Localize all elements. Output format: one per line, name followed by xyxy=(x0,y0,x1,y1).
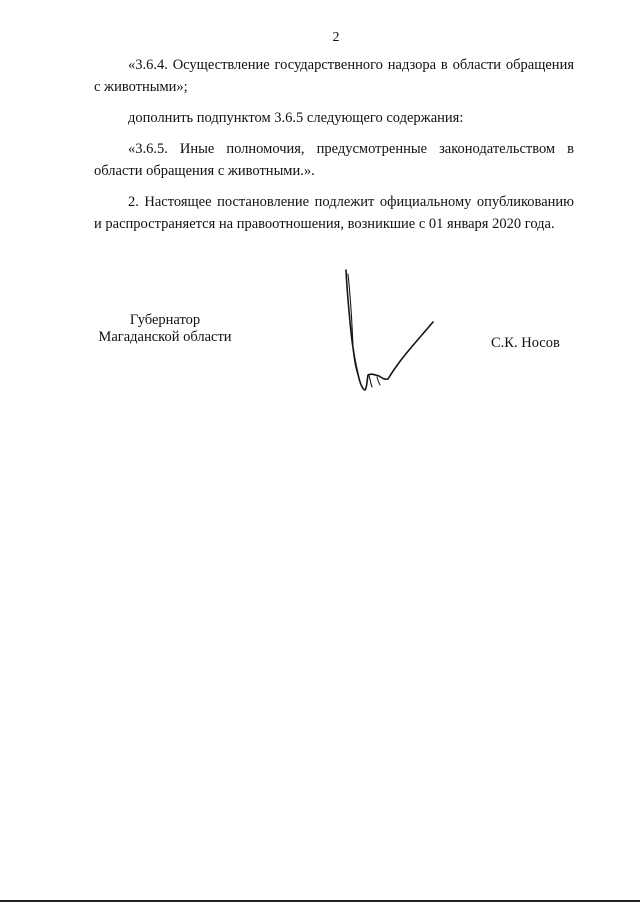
signatory-title-line2: Магаданской области xyxy=(98,329,232,345)
signatory-title xyxy=(80,312,250,346)
handwritten-signature xyxy=(325,262,445,397)
paragraph-publication: 2. Настоящее постановление подлежит официальному опубликованию и распространяется на правоотношения, возникшие с 01 января 2020 года. xyxy=(94,194,574,232)
paragraph-3-6-5: «3.6.5. Иные полномочия, предусмотренные законодательством в области обращения с животными.». xyxy=(94,141,574,179)
page-number: 2 xyxy=(332,30,340,45)
signatory-title-line1: Губернатор xyxy=(129,312,201,328)
document-body xyxy=(94,54,574,244)
signatory-name: С.К. Носов xyxy=(491,335,560,351)
paragraph-3-6-4: «3.6.4. Осуществление государственного надзора в области обращения с животными»; xyxy=(94,57,574,95)
paragraph-amendment-intro: дополнить подпунктом 3.6.5 следующего содержания: xyxy=(128,110,464,126)
bottom-rule xyxy=(0,900,640,902)
